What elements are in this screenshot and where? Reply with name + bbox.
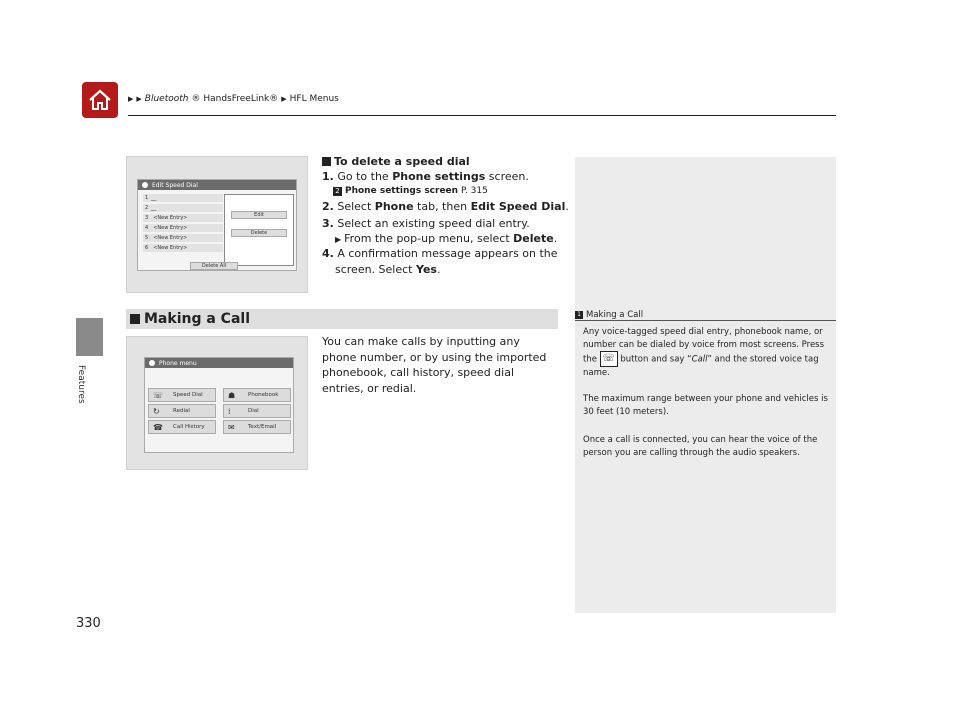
home-icon bbox=[87, 87, 113, 113]
step-4-cont: screen. Select Yes. bbox=[335, 263, 441, 276]
text-email-menu-button: ✉ Text/Email bbox=[223, 420, 291, 434]
step-2: 2. Select Phone tab, then Edit Speed Dial. bbox=[322, 200, 569, 213]
breadcrumb: ▶ ▶ Bluetooth ® HandsFreeLink® ▶ HFL Menus bbox=[128, 94, 339, 104]
delete-all-button: Delete All bbox=[190, 262, 238, 270]
note-panel bbox=[575, 157, 836, 613]
call-history-icon: ☎ bbox=[153, 422, 163, 432]
speed-dial-row: 6 <New Entry> bbox=[143, 244, 223, 252]
redial-icon: ↻ bbox=[153, 406, 160, 416]
screen-title-bar: Edit Speed Dial bbox=[138, 180, 296, 190]
step-1: 1. Go to the Phone settings screen. bbox=[322, 170, 529, 183]
edit-speed-dial-screenshot bbox=[126, 156, 308, 293]
edit-speed-dial-screen bbox=[137, 179, 297, 271]
redial-menu-button: ↻ Redial bbox=[148, 404, 216, 418]
delete-speed-dial-heading: To delete a speed dial bbox=[322, 155, 470, 168]
message-icon: ✉ bbox=[228, 422, 235, 432]
speed-dial-row: 2 ̲ ̲ ̲ bbox=[143, 204, 223, 212]
phone-menu-screenshot bbox=[126, 336, 308, 470]
speed-dial-row: 5 <New Entry> bbox=[143, 234, 223, 242]
speed-dial-icon: ☏ bbox=[153, 390, 164, 400]
note-paragraph-3: Once a call is connected, you can hear the voice of the person you are calling through the audio speakers. bbox=[583, 435, 818, 458]
step-3-substep: ▶ From the pop-up menu, select Delete. bbox=[335, 232, 558, 245]
note-heading: 1 Making a Call bbox=[575, 309, 836, 321]
talk-button-icon: ☏ bbox=[600, 351, 618, 367]
speed-dial-row: 4 <New Entry> bbox=[143, 224, 223, 232]
speed-dial-row: 1 ̲ ̲ ̲ bbox=[143, 194, 223, 202]
phonebook-icon: ☗ bbox=[228, 390, 236, 400]
popup-delete-button: Delete bbox=[231, 229, 287, 237]
making-call-paragraph: You can make calls by inputting any phone number, or by using the imported phonebook, call history, speed dial entries, or redial. bbox=[322, 335, 547, 395]
keypad-icon: ⁞ bbox=[228, 406, 231, 416]
phone-menu-screen bbox=[144, 357, 294, 453]
breadcrumb-hfl-menus[interactable]: HFL Menus bbox=[289, 94, 339, 104]
step-4: 4. A confirmation message appears on the bbox=[322, 247, 558, 260]
making-call-section-bar: Making a Call bbox=[126, 309, 558, 329]
breadcrumb-bluetooth[interactable]: Bluetooth bbox=[144, 94, 189, 104]
speed-dial-row: 3 <New Entry> bbox=[143, 214, 223, 222]
square-bullet-icon bbox=[322, 157, 331, 166]
speed-dial-menu-button: ☏ Speed Dial bbox=[148, 388, 216, 402]
note-icon: 1 bbox=[575, 311, 583, 319]
note-paragraph-2: The maximum range between your phone and vehicles is 30 feet (10 meters). bbox=[583, 394, 828, 417]
reference-icon: 2 bbox=[333, 187, 342, 196]
popup-edit-button: Edit bbox=[231, 211, 287, 219]
call-history-menu-button: ☎ Call History bbox=[148, 420, 216, 434]
breadcrumb-handsfreelink[interactable]: ® HandsFreeLink® bbox=[191, 94, 279, 104]
header-divider bbox=[128, 115, 836, 116]
dial-menu-button: ⁞ Dial bbox=[223, 404, 291, 418]
note-paragraph-1: Any voice-tagged speed dial entry, phonebook name, or number can be dialed by voice from most screens. Press the ☏ button and say “Call” and the stored voice tag name. bbox=[583, 327, 825, 378]
back-icon bbox=[142, 182, 148, 188]
step-3: 3. Select an existing speed dial entry. bbox=[322, 217, 530, 230]
phonebook-menu-button: ☗ Phonebook bbox=[223, 388, 291, 402]
popup-menu bbox=[224, 194, 294, 266]
section-tab-label: Features bbox=[76, 365, 86, 404]
square-bullet-icon bbox=[130, 314, 140, 324]
phone-settings-reference-link[interactable]: 2 Phone settings screen P. 315 bbox=[333, 186, 488, 196]
page-number: 330 bbox=[76, 616, 101, 631]
home-button[interactable] bbox=[82, 82, 118, 118]
phone-icon bbox=[149, 360, 155, 366]
screen-title-bar: Phone menu bbox=[145, 358, 293, 368]
arrow-icon: ▶ bbox=[335, 235, 342, 244]
section-tab[interactable] bbox=[76, 318, 103, 356]
